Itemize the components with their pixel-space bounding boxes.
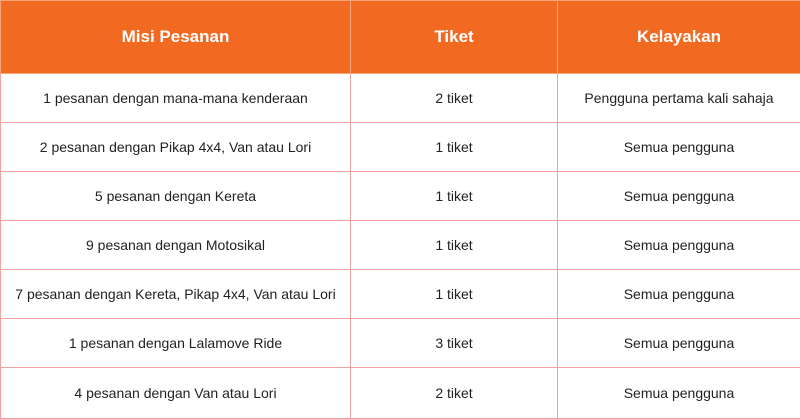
cell-mission: 4 pesanan dengan Van atau Lori (1, 368, 351, 419)
cell-mission: 9 pesanan dengan Motosikal (1, 221, 351, 270)
cell-mission: 1 pesanan dengan Lalamove Ride (1, 319, 351, 368)
cell-eligibility: Semua pengguna (558, 123, 800, 172)
header-misi-pesanan: Misi Pesanan (1, 1, 351, 74)
table-row (1, 368, 800, 419)
cell-ticket: 1 tiket (351, 270, 558, 319)
table-row (1, 74, 800, 123)
table-row (1, 270, 800, 319)
cell-mission: 2 pesanan dengan Pikap 4x4, Van atau Lori (1, 123, 351, 172)
table-row (1, 221, 800, 270)
cell-eligibility: Semua pengguna (558, 319, 800, 368)
cell-ticket: 1 tiket (351, 221, 558, 270)
table-row (1, 172, 800, 221)
cell-mission: 1 pesanan dengan mana-mana kenderaan (1, 74, 351, 123)
table-header-row (1, 1, 800, 74)
cell-eligibility: Pengguna pertama kali sahaja (558, 74, 800, 123)
cell-eligibility: Semua pengguna (558, 270, 800, 319)
cell-ticket: 1 tiket (351, 123, 558, 172)
cell-eligibility: Semua pengguna (558, 368, 800, 419)
table-row (1, 319, 800, 368)
cell-eligibility: Semua pengguna (558, 221, 800, 270)
cell-ticket: 3 tiket (351, 319, 558, 368)
cell-eligibility: Semua pengguna (558, 172, 800, 221)
cell-ticket: 2 tiket (351, 74, 558, 123)
cell-mission: 5 pesanan dengan Kereta (1, 172, 351, 221)
header-tiket: Tiket (351, 1, 558, 74)
cell-ticket: 2 tiket (351, 368, 558, 419)
cell-ticket: 1 tiket (351, 172, 558, 221)
cell-mission: 7 pesanan dengan Kereta, Pikap 4x4, Van atau Lori (1, 270, 351, 319)
header-kelayakan: Kelayakan (558, 1, 800, 74)
table-row (1, 123, 800, 172)
